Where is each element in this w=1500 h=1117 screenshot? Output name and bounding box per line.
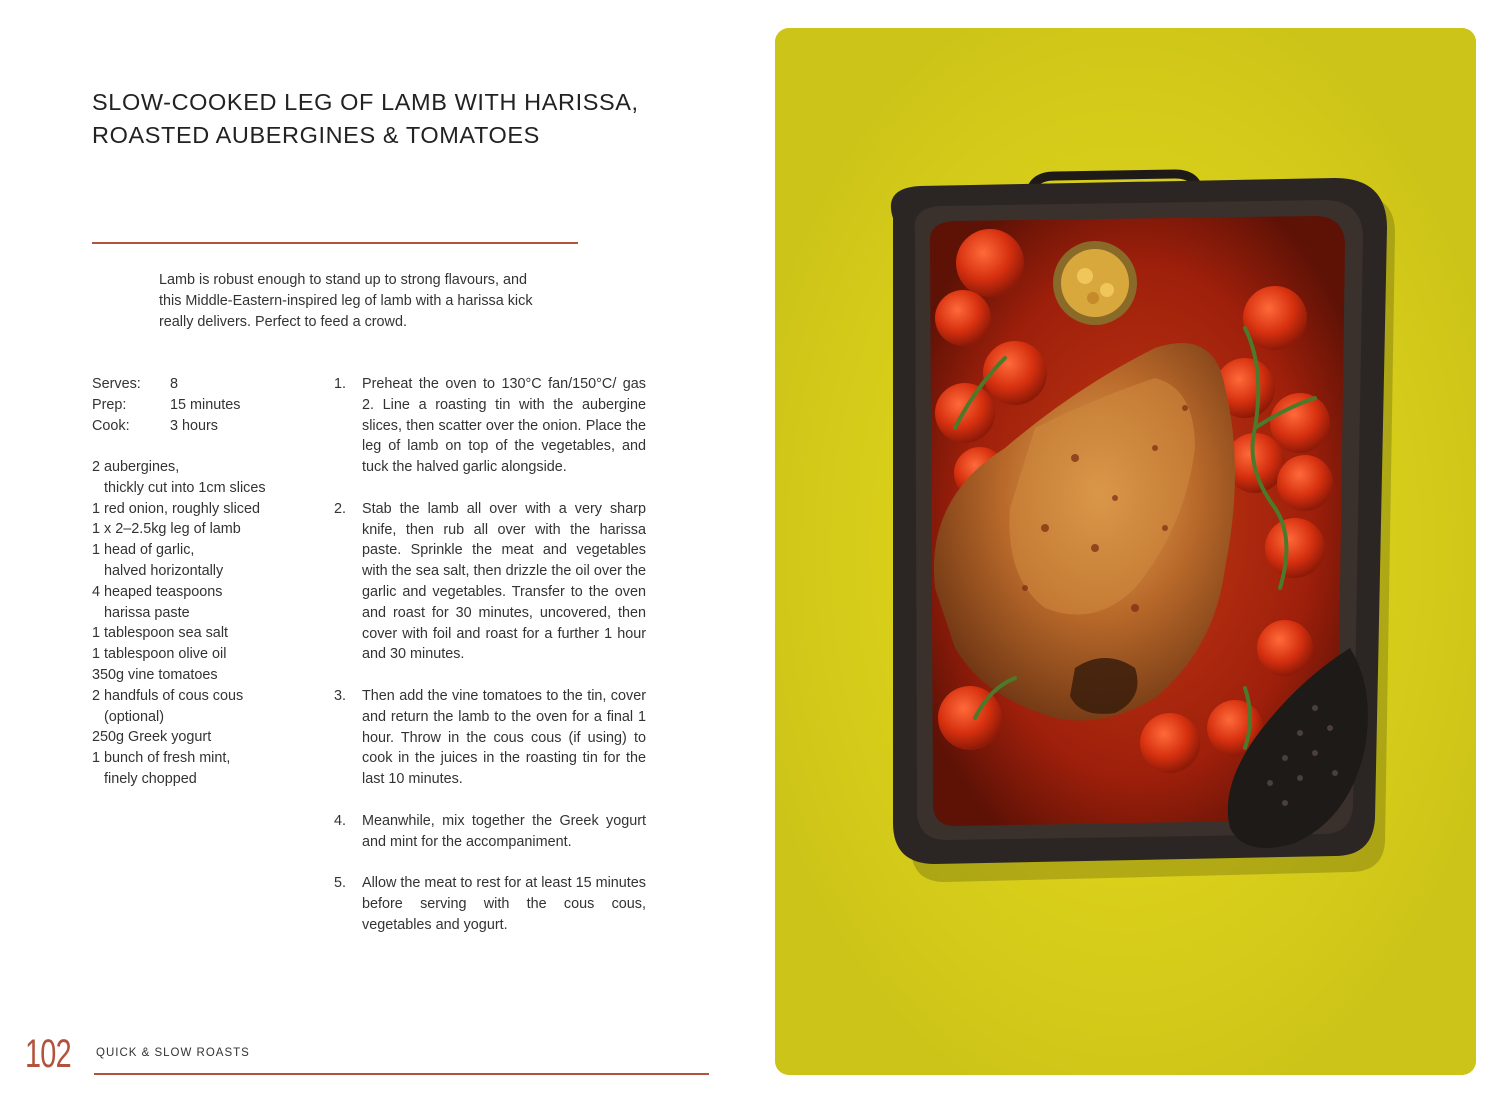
meta-value: 3 hours — [170, 417, 218, 434]
ingredient-item — [92, 727, 322, 748]
ingredient-item — [92, 665, 322, 686]
step-text: Allow the meat to rest for at least 15 minutes before serving with the cous cous, vegetables and yogurt. — [362, 875, 646, 933]
ingredient-text: halved horizontally — [104, 562, 224, 579]
ingredient-text: 2 handfuls of cous cous — [92, 687, 244, 704]
ingredient-text: 1 bunch of fresh mint, — [92, 750, 231, 767]
meta-value: 8 — [170, 376, 179, 392]
ingredient-text: harissa paste — [104, 604, 190, 621]
recipe-title-line-2: ROASTED AUBERGINES & TOMATOES — [92, 122, 540, 148]
step-number: 4. — [334, 812, 347, 829]
recipe-photo — [775, 28, 1476, 1075]
ingredient-item — [92, 748, 322, 790]
ingredient-text: 250g Greek yogurt — [92, 729, 212, 746]
ingredients-list — [92, 457, 322, 790]
ingredient-text: thickly cut into 1cm slices — [104, 479, 266, 496]
page-number: 102 — [25, 1032, 71, 1076]
recipe-meta — [92, 374, 312, 436]
ingredient-item — [92, 644, 322, 665]
intro-line: this Middle-Eastern-inspired leg of lamb with a harissa kick — [159, 292, 533, 309]
method-step — [334, 374, 646, 478]
ingredient-text: 1 head of garlic, — [92, 542, 195, 559]
ingredient-text: 1 red onion, roughly sliced — [92, 500, 260, 517]
step-number: 3. — [334, 687, 347, 704]
ingredient-text: 350g vine tomatoes — [92, 666, 218, 683]
step-text: Stab the lamb all over with a very sharp knife, then rub all over with the harissa paste. Sprinkle the meat and vegetables with the sea salt, then drizzle the oil over the garlic and vegetables. Transfer to the oven and roast for 30 minutes, uncovered, then cover with foil and roast for a further 1 hour and 30 minutes. — [362, 500, 646, 663]
meta-serves — [92, 374, 312, 395]
step-text: Preheat the oven to 130°C fan/150°C/ gas 2. Line a roasting tin with the aubergine slices, then scatter over the onion. Place the leg of lamb on top of the vegetables, and tuck the halved garlic alongside. — [362, 376, 646, 476]
ingredient-text: 1 tablespoon sea salt — [92, 625, 229, 642]
roast-lamb-illustration — [775, 28, 1476, 1075]
ingredient-item — [92, 540, 322, 582]
step-text: Meanwhile, mix together the Greek yogurt and mint for the accompaniment. — [362, 812, 646, 850]
ingredient-item — [92, 519, 322, 540]
meta-value: 15 minutes — [170, 396, 241, 413]
step-text: Then add the vine tomatoes to the tin, cover and return the lamb to the oven for a final 1 hour. Throw in the cous cous (if using) to cook in the juices in the roasting tin for the last 10 minutes. — [362, 687, 646, 788]
footer-divider — [94, 1073, 709, 1075]
method-step — [334, 499, 646, 665]
step-number: 5. — [334, 875, 347, 892]
ingredient-text: 4 heaped teaspoons — [92, 583, 223, 600]
ingredient-item — [92, 686, 322, 728]
ingredient-item — [92, 457, 322, 499]
ingredient-text: finely chopped — [104, 770, 197, 787]
ingredient-item — [92, 623, 322, 644]
step-number: 2. — [334, 500, 347, 517]
ingredient-item — [92, 499, 322, 520]
recipe-title — [92, 86, 692, 152]
intro-line: really delivers. Perfect to feed a crowd. — [159, 313, 407, 330]
method-steps — [334, 374, 646, 956]
meta-label: Serves: — [92, 376, 141, 392]
ingredient-text: 2 aubergines, — [92, 459, 180, 475]
section-label: QUICK & SLOW ROASTS — [96, 1047, 250, 1059]
meta-label: Prep: — [92, 396, 127, 413]
ingredient-item — [92, 582, 322, 624]
recipe-title-line-1: SLOW-COOKED LEG OF LAMB WITH HARISSA, — [92, 89, 639, 115]
recipe-intro — [159, 270, 589, 332]
method-step — [334, 686, 646, 790]
title-divider — [92, 242, 578, 244]
ingredient-text: (optional) — [104, 708, 164, 725]
step-number: 1. — [334, 376, 347, 392]
meta-prep — [92, 395, 312, 416]
meta-label: Cook: — [92, 417, 130, 434]
meta-cook — [92, 416, 312, 437]
ingredient-text: 1 tablespoon olive oil — [92, 646, 227, 663]
ingredient-text: 1 x 2–2.5kg leg of lamb — [92, 521, 241, 538]
intro-line: Lamb is robust enough to stand up to strong flavours, and — [159, 272, 527, 288]
method-step — [334, 811, 646, 853]
method-step — [334, 873, 646, 935]
